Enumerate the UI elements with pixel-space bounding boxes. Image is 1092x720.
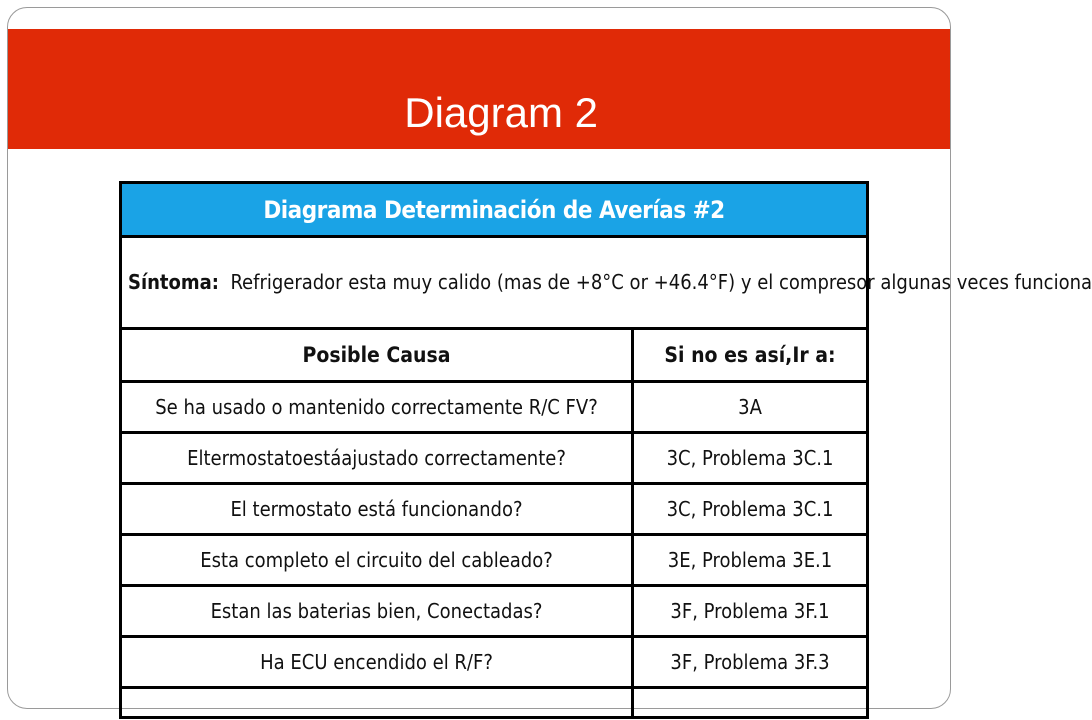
table-row: [121, 586, 868, 637]
table-heading: Diagrama Determinación de Averías #2: [121, 183, 868, 237]
cause-cell: Ha ECU encendido el R/F?: [121, 637, 633, 688]
troubleshooting-table-image: [119, 181, 1092, 720]
goto-cell: 3C, Problema 3C.1: [633, 484, 868, 535]
goto-cell: 3C, Problema 3C.1: [633, 433, 868, 484]
troubleshooting-table: [119, 181, 1092, 719]
slide-title: Diagram 2: [404, 89, 598, 136]
cause-cell: Eltermostatoestáajustado correctamente?: [121, 433, 633, 484]
cause-cell: Se ha usado o mantenido correctamente R/C FV?: [121, 382, 633, 433]
goto-cell: 3E, Problema 3E.1: [633, 535, 868, 586]
goto-cell: 3A: [633, 382, 868, 433]
table-row: [121, 535, 868, 586]
table-row: [121, 433, 868, 484]
symptom-text: Refrigerador esta muy calido (mas de +8°C or +46.4°F) y el compresor algunas veces funciona: [230, 270, 1092, 294]
cause-cell: El termostato está funcionando?: [121, 484, 633, 535]
table-row-cut-off: [121, 688, 868, 718]
table-row: [121, 382, 868, 433]
goto-cell: 3F, Problema 3F.3: [633, 637, 868, 688]
cause-cell: Estan las baterias bien, Conectadas?: [121, 586, 633, 637]
title-bar: [8, 29, 950, 149]
table-row: [121, 637, 868, 688]
table-row: [121, 484, 868, 535]
column-header-cause: Posible Causa: [121, 329, 633, 382]
goto-cell: 3F, Problema 3F.1: [633, 586, 868, 637]
symptom-cell: [121, 237, 1092, 329]
empty-cell: [121, 688, 633, 718]
cause-cell: Esta completo el circuito del cableado?: [121, 535, 633, 586]
symptom-label: Síntoma:: [128, 270, 219, 294]
empty-cell: [633, 688, 868, 718]
column-header-goto: Si no es así,Ir a:: [633, 329, 868, 382]
